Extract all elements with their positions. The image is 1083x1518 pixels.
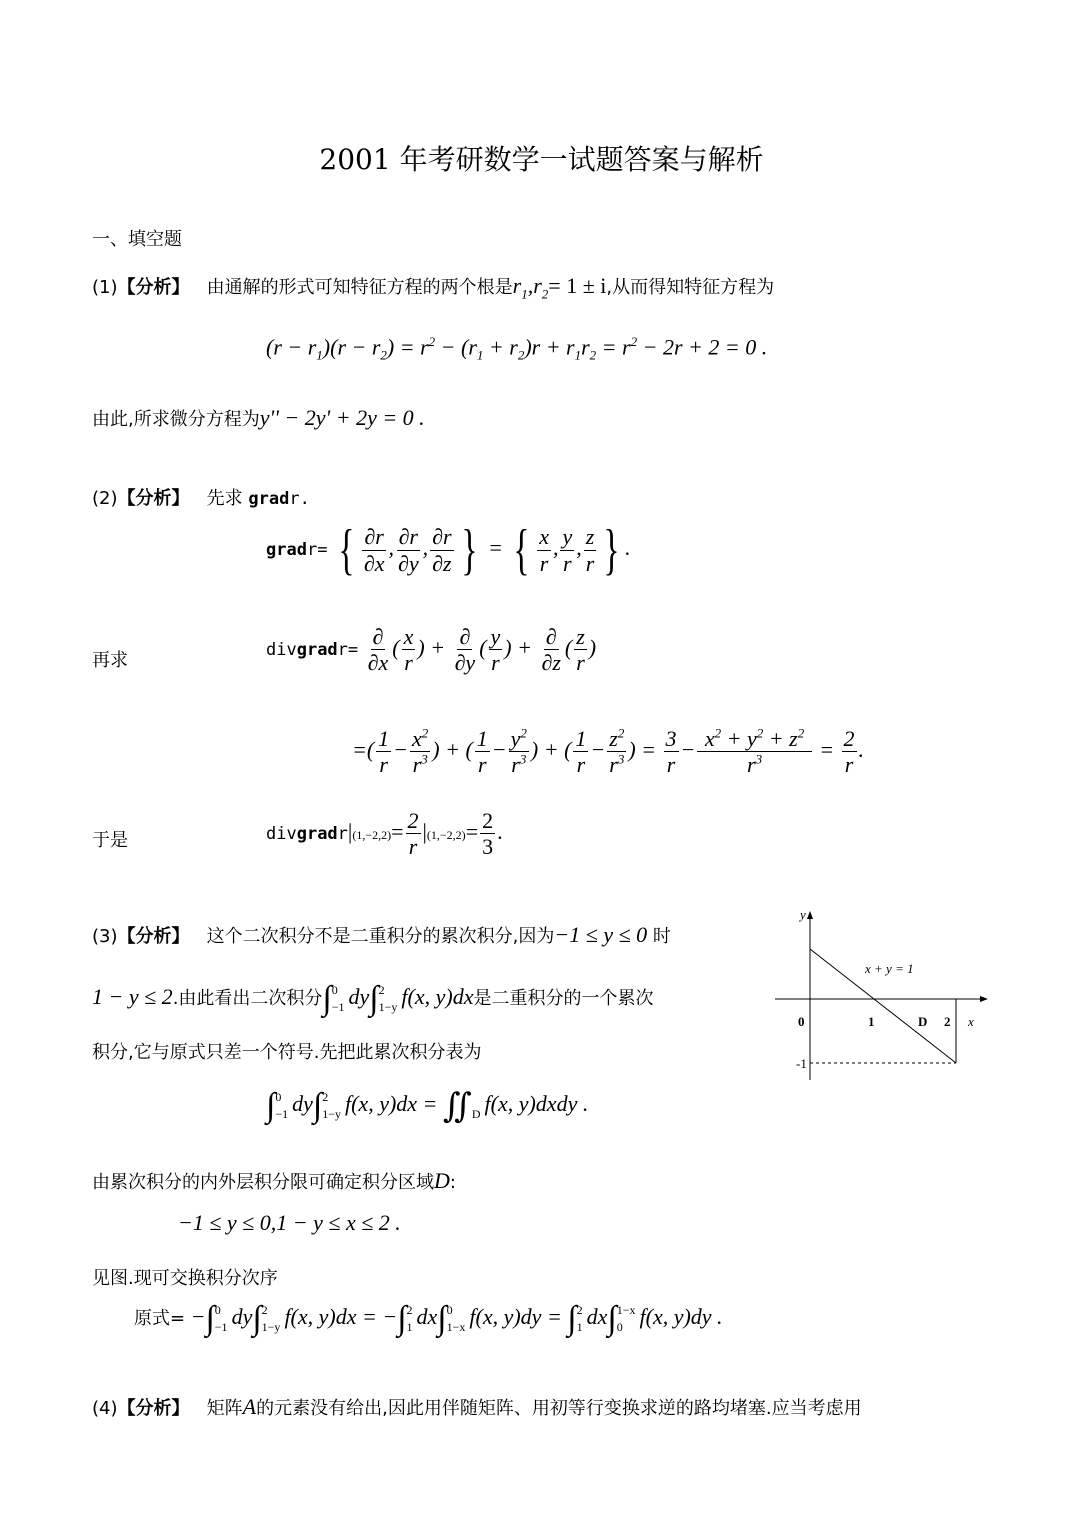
q3-line2: 1 − y ≤ 2.由此看出二次积分∫ 0 −1 dy∫ 2 1−y f(x, y)dx是二重积分的一个累次 (92, 980, 654, 1017)
q1-number: (1) (92, 277, 118, 298)
q2-tag: 【分析】 (117, 488, 190, 509)
q3-integral-eq: ∫ 0 −1 dy∫ 2 1−y f(x, y)dx = ∬ D f(x, y)dxdy . (266, 1087, 589, 1125)
q3-shi: 时 (652, 926, 671, 947)
q4-line1b: 的元素没有给出,因此用伴随矩阵、用初等行变换求逆的路均堵塞.应当考虑用 (256, 1398, 862, 1419)
q3-region-figure (770, 905, 1000, 1090)
q1-diff-equation: y'' − 2y' + 2y = 0 . (259, 405, 425, 430)
q4-matrix-A: A (242, 1394, 257, 1419)
fig-origin: 0 (798, 1014, 805, 1029)
q1-roots: $r_1,r_2$ (512, 273, 549, 302)
q2-yushi: 于是 (92, 830, 128, 851)
q4-line1 (92, 1394, 862, 1420)
q4-number: (4) (92, 1398, 118, 1419)
q2-result-den: 3 (482, 834, 494, 860)
fig-tick-1: 1 (868, 1014, 875, 1029)
q2-grad-formula: gradr= { $\frac{\partial r}{\partial x}$ , $\frac{\partial r}{\partial y}$ , $\frac{\partial r}{\partial z}$ } = { $\frac{x}{r}$ , $\frac{y}{r}$ , $\frac{z}{r}$ } . (266, 519, 631, 581)
fig-y-arrow-icon (807, 911, 813, 919)
q2-number: (2) (92, 488, 118, 509)
q3-tag: 【分析】 (117, 926, 190, 947)
q3-see-fig: 见图.现可交换积分次序 (92, 1268, 278, 1289)
fig-line-label: x + y = 1 (865, 961, 914, 976)
q2-div-expansion: =( $\frac{1}{r}$ − $\frac{x^2}{r^3}$ ) + ( $\frac{1}{r}$ − $\frac{y^2}{r^3}$ ) + ( $\frac{1}{r}$ − $\frac{z^2}{r^3}$ ) = $\frac{3}{r}$ − $\frac{x^2 + y^2 + z^2}{r^3}$ = $\frac{2}{r}$ . (352, 725, 865, 778)
q3-domain-lead: 由累次积分的内外层积分限可确定积分区域 (92, 1172, 434, 1193)
q2-point-1: (1,−2,2) (352, 827, 392, 842)
q2-result-num: 2 (482, 808, 494, 833)
fig-x-label: x (968, 1014, 974, 1029)
q1-lead: 由通解的形式可知特征方程的两个根是 (206, 277, 513, 298)
fig-region-D: D (918, 1014, 928, 1029)
q2-result: divgradr|(1,−2,2)= $\frac{2}{r}$ |(1,−2,2)= $\frac{2}{3}$ . (266, 808, 503, 860)
q2-point-2: (1,−2,2) (426, 827, 466, 842)
q3-orig: 原式= (134, 1308, 186, 1330)
q4-tag: 【分析】 (117, 1398, 190, 1419)
q1-tag: 【分析】 (117, 277, 190, 298)
q3-line1 (92, 922, 671, 948)
q2-grad-r: r= (306, 540, 328, 561)
fig-tick-2: 2 (944, 1014, 951, 1029)
q1-characteristic-equation: $(r - r_1)(r - r_2) = r^2 - (r_1 + r_2)r + r_1r_2 = r^2 - 2r + 2 = 0$ . (266, 334, 768, 363)
q1-conclusion (92, 405, 425, 431)
q2-div-formula: divgradr= $\frac{\partial}{\partial x}$ ( $\frac{x}{r}$ ) + $\frac{\partial}{\partial y}$ ( $\frac{y}{r}$ ) + $\frac{\partial}{\partial z}$ ( $\frac{z}{r}$ ) (266, 624, 597, 676)
page-title: 2001 年考研数学一试题答案与解析 (319, 143, 764, 176)
q3-line1-text: 这个二次积分不是二重积分的累次积分,因为 (206, 926, 555, 947)
q4-line1a: 矩阵 (206, 1398, 243, 1419)
section-heading: 一、填空题 (92, 229, 182, 250)
q3-cond2: 1 − y ≤ 2 (92, 984, 173, 1010)
q2-again: 再求 (92, 650, 128, 671)
q3-line2a: .由此看出二次积分 (172, 988, 323, 1010)
fig-x-arrow-icon (980, 996, 988, 1002)
q3-domain-eq: −1 ≤ y ≤ 0,1 − y ≤ x ≤ 2 . (178, 1210, 401, 1235)
q3-exchange-formula: 原式= −∫ 0 −1 dy∫ 2 1−y f(x, y)dx = −∫ 2 1 dx∫ 0 1−x f(x, y)dy = ∫ 2 1 dx∫ 1−x 0 f(x, y)dy . (134, 1300, 723, 1337)
q3-domain-colon: : (449, 1172, 456, 1193)
q1-tail: ,从而得知特征方程为 (606, 277, 775, 298)
q3-number: (3) (92, 926, 118, 947)
q1-roots-eq: = 1 ± i (548, 273, 607, 298)
q3-domain-D: D (434, 1168, 450, 1193)
q2-div-word: div (266, 639, 297, 660)
q1-conclusion-lead: 由此,所求微分方程为 (92, 409, 260, 430)
q2-r: r. (289, 489, 310, 509)
q2-grad-label: grad (266, 540, 307, 561)
fig-y-label: y (800, 907, 806, 922)
q1-line1 (92, 273, 774, 302)
q3-line3: 积分,它与原式只差一个符号.先把此累次积分表为 (92, 1042, 482, 1063)
q3-line2b: 是二重积分的一个累次 (473, 988, 654, 1010)
q2-lead: 先求 (206, 488, 243, 509)
fig-tick-m1: -1 (796, 1056, 807, 1071)
q2-line1 (92, 484, 310, 510)
q2-grad-word: grad (248, 489, 290, 509)
q3-domain-line (92, 1168, 456, 1194)
q3-cond1: −1 ≤ y ≤ 0 (554, 922, 648, 947)
